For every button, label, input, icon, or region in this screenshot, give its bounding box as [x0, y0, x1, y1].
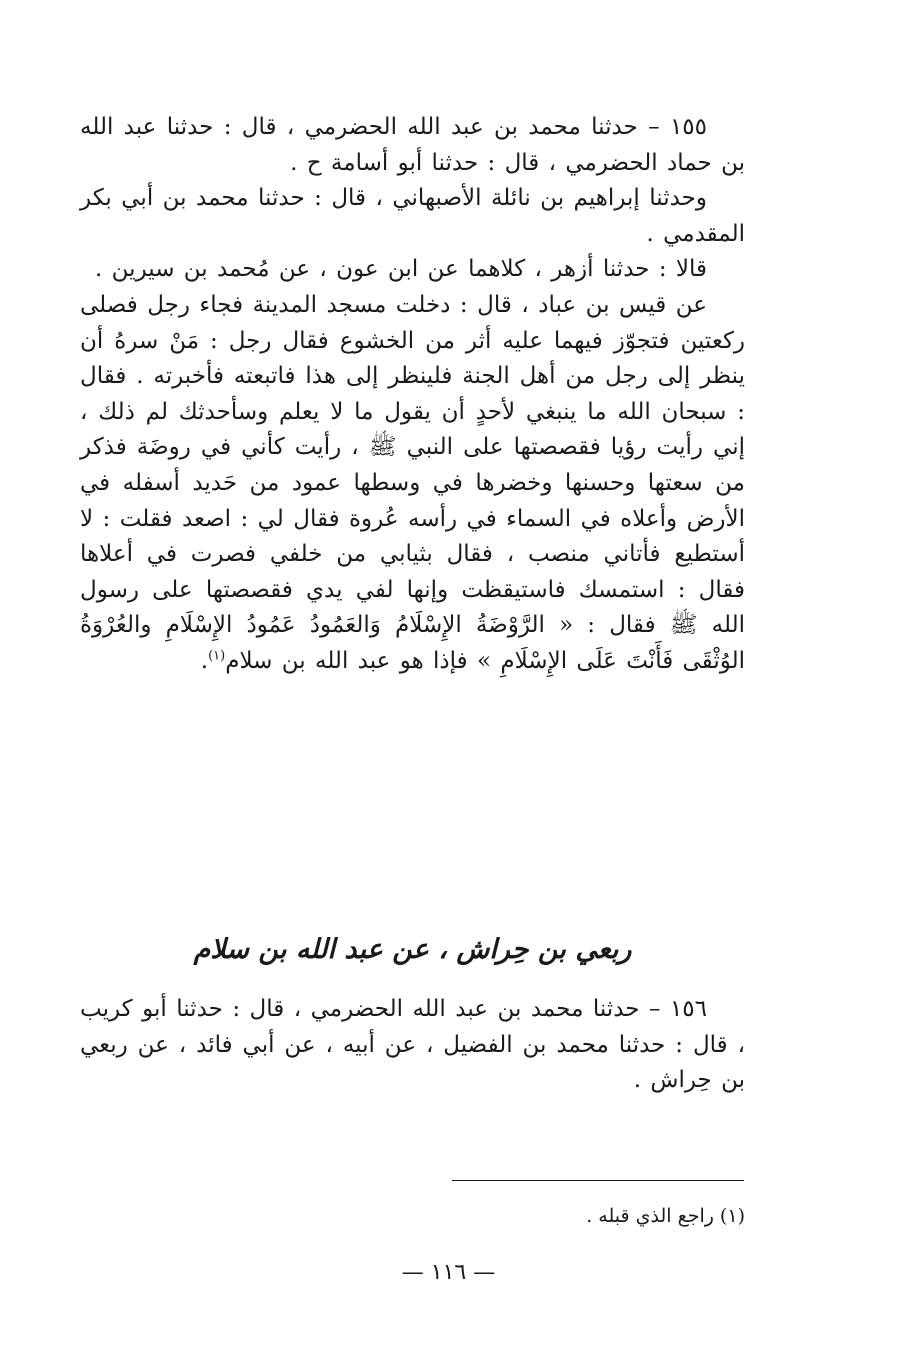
- hadith-155-matn: عن قيس بن عباد ، قال : دخلت مسجد المدينة فجاء رجل فصلى ركعتين فتجوّز فيهما عليه أثر من الخشوع فقال رجل : مَنْ سرهُ أن ينظر إلى رجل من أهل الجنة فلينظر إلى هذا فاتبعته فأخبرته . فقال : سبحان الله ما ينبغي لأحدٍ أن يقول ما لا يعلم وسأحدثك لم ذلك ، إني رأيت رؤيا فقصصتها على النبي ﷺ ، رأيت كأني في روضَة فذكر من سعتها وحسنها وخضرها في وسطها عمود من حَديد أسفله في الأرض وأعلاه في السماء في رأسه عُروة فقال لي : اصعد فقلت : لا أستطيع فأتاني منصب ، فقال بثيابي من خلفي فصرت في أعلاها فقال : استمسك فاستيقظت وإنها لفي يدي فقصصتها على رسول الله ﷺ فقال : « الرَّوْضَةُ الإِسْلَامُ وَالعَمُودُ عَمُودُ الإِسْلَامِ والعُرْوَةُ الوُثْقَى فَأَنْتَ عَلَى الإِسْلَامِ » فإذا هو عبد الله بن سلام$^{(١)}$.: [80, 291, 745, 674]
- page-number: — ١١٦ —: [401, 1260, 496, 1285]
- footnote-marker: (١): [208, 648, 226, 664]
- hadith-155-matn-text: عن قيس بن عباد ، قال : دخلت مسجد المدينة فجاء رجل فصلى ركعتين فتجوّز فيهما عليه أثر من الخشوع فقال رجل : مَنْ سرهُ أن ينظر إلى رجل من أهل الجنة فلينظر إلى هذا فاتبعته فأخبرته . فقال : سبحان الله ما ينبغي لأحدٍ أن يقول ما لا يعلم وسأحدثك لم ذلك ، إني رأيت رؤيا فقصصتها على النبي ﷺ ، رأيت كأني في روضَة فذكر من سعتها وحسنها وخضرها في وسطها عمود من حَديد أسفله في الأرض وأعلاه في السماء في رأسه عُروة فقال لي : اصعد فقلت : لا أستطيع فأتاني منصب ، فقال بثيابي من خلفي فصرت في أعلاها فقال : استمسك فاستيقظت وإنها لفي يدي فقصصتها على رسول الله ﷺ فقال : « الرَّوْضَةُ الإِسْلَامُ وَالعَمُودُ عَمُودُ الإِسْلَامِ والعُرْوَةُ الوُثْقَى فَأَنْتَ عَلَى الإِسْلَامِ » فإذا هو عبد الله بن سلام: [80, 291, 745, 674]
- section-heading: ربعي بن حِراش ، عن عبد الله بن سلام: [193, 934, 632, 965]
- hadith-155-block: [80, 110, 745, 680]
- footnote-divider: [452, 1180, 744, 1181]
- hadith-155-isnad-3: قالا : حدثنا أزهر ، كلاهما عن ابن عون ، عن مُحمد بن سيرين .: [95, 256, 707, 283]
- hadith-155-isnad-1: ١٥٥ – حدثنا محمد بن عبد الله الحضرمي ، قال : حدثنا عبد الله بن حماد الحضرمي ، قال : حدثنا أبو أسامة ح .: [80, 114, 745, 176]
- hadith-156-isnad: ١٥٦ – حدثنا محمد بن عبد الله الحضرمي ، قال : حدثنا أبو كريب ، قال : حدثنا محمد بن الفضيل ، عن أبيه ، عن أبي فائد ، عن ربعي بن حِراش .: [80, 996, 745, 1094]
- footnote: (١) راجع الذي قبله .: [586, 1205, 745, 1227]
- hadith-155-isnad-2: وحدثنا إبراهيم بن نائلة الأصبهاني ، قال : حدثنا محمد بن أبي بكر المقدمي .: [80, 185, 745, 247]
- hadith-156-block: [80, 992, 745, 1099]
